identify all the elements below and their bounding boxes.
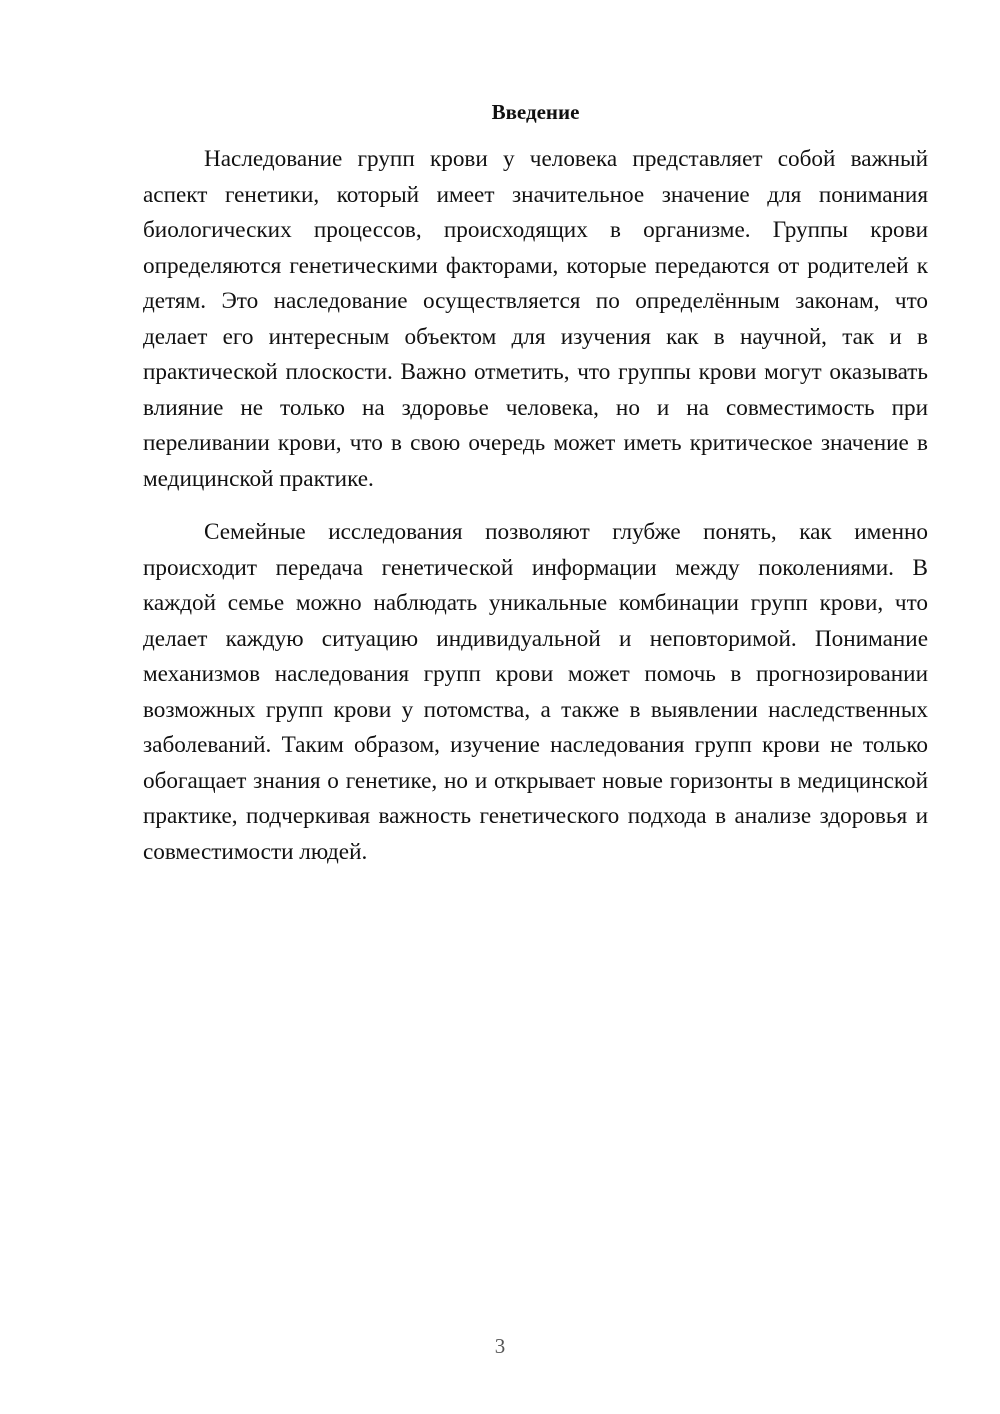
paragraph-2: Семейные исследования позволяют глубже понять, как именно происходит передача генетической информации между поколениями. В каждой семье можно наблюдать уникальные комбинации групп крови, что делает каждую ситуацию индивидуальной и неповторимой. Понимание механизмов наследования групп крови может помочь в прогнозировании возможных групп крови у потомства, а также в выявлении наследственных заболеваний. Таким образом, изучение наследования групп крови не только обогащает знания о генетике, но и открывает новые горизонты в медицинской практике, подчеркивая важность генетического подхода в анализе здоровья и совместимости людей. — [143, 519, 928, 865]
section-heading: Введение — [491, 100, 580, 124]
page-number: 3 — [494, 1334, 506, 1358]
paragraph-1: Наследование групп крови у человека представляет собой важный аспект генетики, который имеет значительное значение для понимания биологических процессов, происходящих в организме. Группы крови определяются генетическими факторами, которые передаются от родителей к детям. Это наследование осуществляется по определённым законам, что делает его интересным объектом для изучения как в научной, так и в практической плоскости. Важно отметить, что группы крови могут оказывать влияние не только на здоровье человека, но и на совместимость при переливании крови, что в свою очередь может иметь критическое значение в медицинской практике. — [143, 146, 928, 492]
